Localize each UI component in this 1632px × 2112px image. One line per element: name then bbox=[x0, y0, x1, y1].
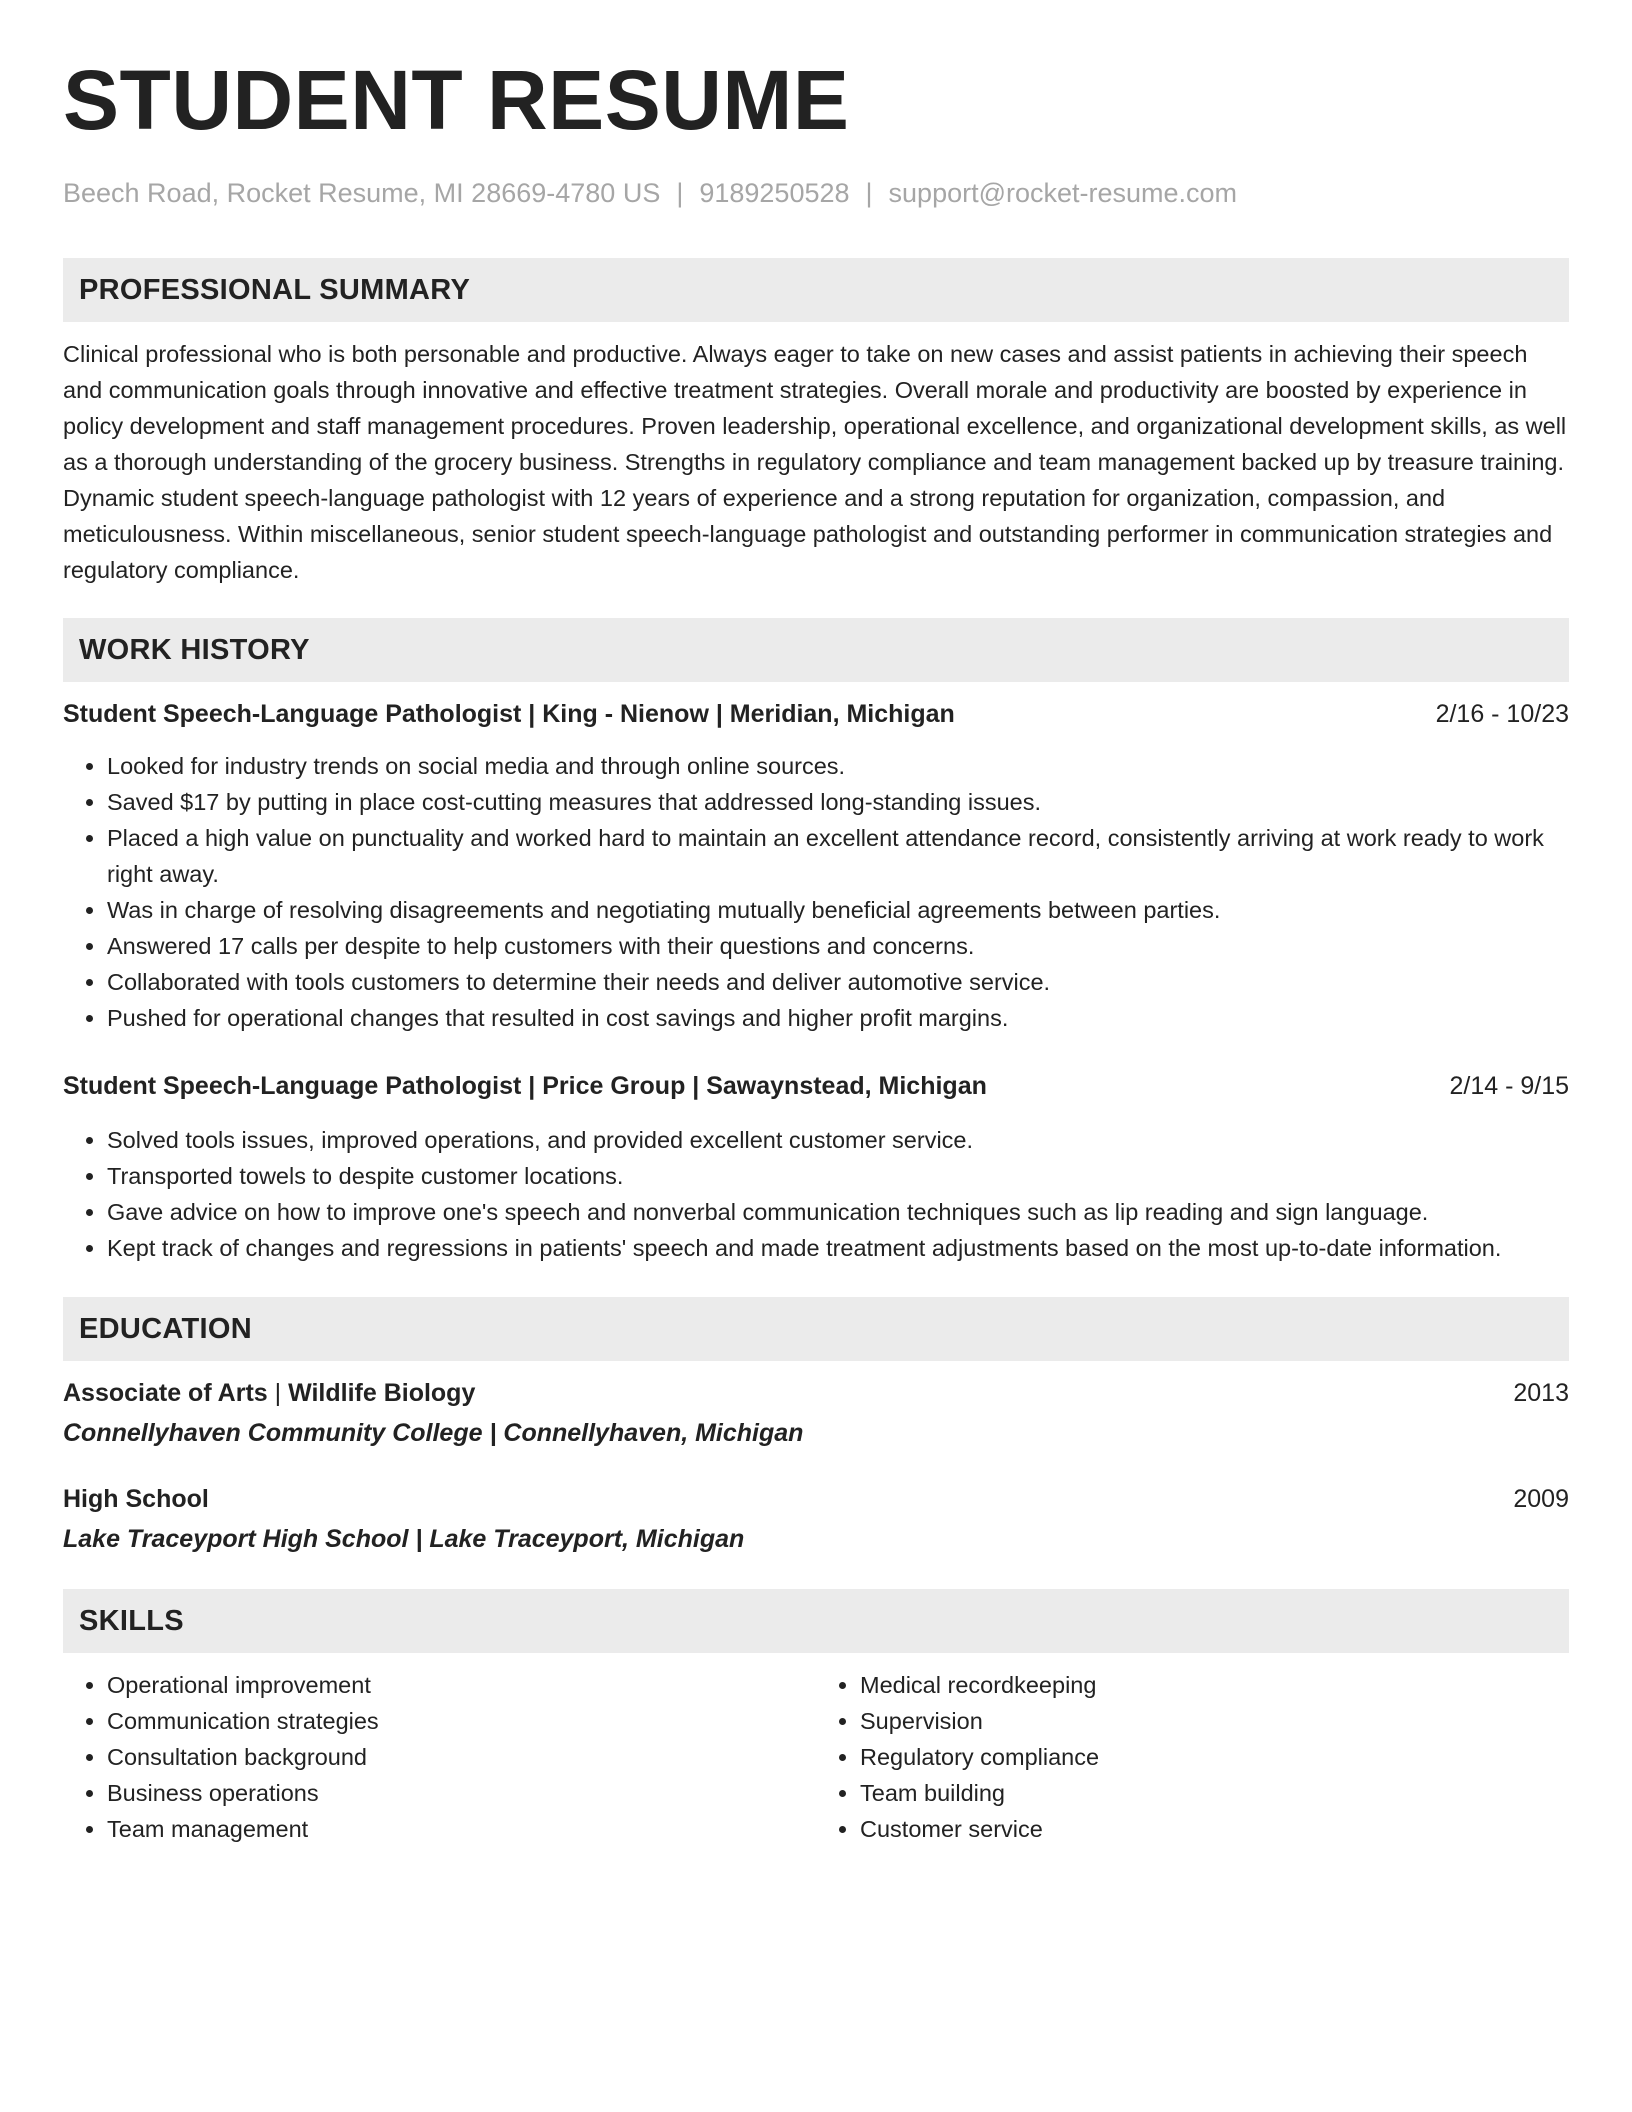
education-degree: High School bbox=[63, 1485, 209, 1513]
contact-separator: | bbox=[865, 178, 873, 208]
job-bullet: • Pushed for operational changes that resulted in cost savings and higher profit margins. bbox=[107, 1000, 1569, 1036]
contact-address: Beech Road, Rocket Resume, MI 28669-4780 US bbox=[63, 178, 661, 208]
skill-item: • Operational improvement bbox=[107, 1667, 816, 1703]
job-bullets bbox=[63, 748, 1569, 1036]
section-heading-education: EDUCATION bbox=[63, 1297, 1569, 1361]
contact-email: support@rocket-resume.com bbox=[888, 178, 1238, 208]
job-entry bbox=[63, 696, 1569, 1036]
skill-item: • Team building bbox=[860, 1775, 1569, 1811]
contact-separator: | bbox=[676, 178, 684, 208]
education-school: Connellyhaven Community College | Connellyhaven, Michigan bbox=[63, 1419, 804, 1447]
job-header bbox=[63, 1068, 1569, 1104]
job-dates: 2/14 - 9/15 bbox=[1449, 1072, 1569, 1100]
skill-item: • Regulatory compliance bbox=[860, 1739, 1569, 1775]
section-heading-skills: SKILLS bbox=[63, 1589, 1569, 1653]
skill-item: • Customer service bbox=[860, 1811, 1569, 1847]
job-bullet: • Placed a high value on punctuality and worked hard to maintain an excellent attendance record, consistently arriving at work ready to work right away. bbox=[107, 820, 1569, 892]
skill-item: • Team management bbox=[107, 1811, 816, 1847]
education-header bbox=[63, 1481, 1569, 1517]
education-entry bbox=[63, 1481, 1569, 1557]
job-bullet: • Saved $17 by putting in place cost-cutting measures that addressed long-standing issues. bbox=[107, 784, 1569, 820]
skill-item: • Consultation background bbox=[107, 1739, 816, 1775]
skill-item: • Supervision bbox=[860, 1703, 1569, 1739]
education-school: Lake Traceyport High School | Lake Traceyport, Michigan bbox=[63, 1525, 745, 1553]
job-entry bbox=[63, 1068, 1569, 1266]
job-bullet: • Gave advice on how to improve one's speech and nonverbal communication techniques such as lip reading and sign language. bbox=[107, 1194, 1569, 1230]
job-bullet: • Transported towels to despite customer locations. bbox=[107, 1158, 1569, 1194]
skill-item: • Business operations bbox=[107, 1775, 816, 1811]
summary-text: Clinical professional who is both personable and productive. Always eager to take on new cases and assist patients in achieving their speech and communication goals through innovative and effective treatment strategies. Overall morale and productivity are boosted by experience in policy development and staff management procedures. Proven leadership, operational excellence, and organizational development skills, as well as a thorough understanding of the grocery business. Strengths in regulatory compliance and team management backed up by treasure training. Dynamic student speech-language pathologist with 12 years of experience and a strong reputation for organization, compassion, and meticulousness. Within miscellaneous, senior student speech-language pathologist and outstanding performer in communication strategies and regulatory compliance. bbox=[63, 341, 1567, 583]
education-year: 2009 bbox=[1513, 1485, 1569, 1513]
section-heading-work-history: WORK HISTORY bbox=[63, 618, 1569, 682]
job-bullets bbox=[63, 1122, 1569, 1266]
education-degree: Associate of Arts bbox=[63, 1379, 268, 1407]
job-bullet: • Solved tools issues, improved operations, and provided excellent customer service. bbox=[107, 1122, 1569, 1158]
skills-column-right bbox=[816, 1667, 1569, 1847]
job-title: Student Speech-Language Pathologist | King - Nienow | Meridian, Michigan bbox=[63, 700, 955, 728]
contact-line bbox=[63, 180, 1569, 207]
education-year: 2013 bbox=[1513, 1379, 1569, 1407]
education-entry bbox=[63, 1375, 1569, 1451]
skills-column-left bbox=[63, 1667, 816, 1847]
skill-item: • Communication strategies bbox=[107, 1703, 816, 1739]
job-bullet: • Was in charge of resolving disagreements and negotiating mutually beneficial agreements between parties. bbox=[107, 892, 1569, 928]
job-bullet: • Answered 17 calls per despite to help customers with their questions and concerns. bbox=[107, 928, 1569, 964]
contact-phone: 9189250528 bbox=[699, 178, 850, 208]
job-dates: 2/16 - 10/23 bbox=[1435, 700, 1569, 728]
job-bullet: • Collaborated with tools customers to determine their needs and deliver automotive service. bbox=[107, 964, 1569, 1000]
job-title: Student Speech-Language Pathologist | Price Group | Sawaynstead, Michigan bbox=[63, 1072, 987, 1100]
education-degree-line bbox=[63, 1481, 209, 1517]
skills-list bbox=[63, 1667, 1569, 1847]
job-bullet: • Kept track of changes and regressions in patients' speech and made treatment adjustments based on the most up-to-date information. bbox=[107, 1230, 1569, 1266]
education-degree-line bbox=[63, 1375, 475, 1411]
job-bullet: • Looked for industry trends on social media and through online sources. bbox=[107, 748, 1569, 784]
education-field: Wildlife Biology bbox=[288, 1379, 476, 1407]
resume-title: STUDENT RESUME bbox=[63, 53, 850, 147]
education-separator: | bbox=[274, 1379, 282, 1407]
job-header bbox=[63, 696, 1569, 732]
skill-item: • Medical recordkeeping bbox=[860, 1667, 1569, 1703]
education-header bbox=[63, 1375, 1569, 1411]
section-heading-summary: PROFESSIONAL SUMMARY bbox=[63, 258, 1569, 322]
